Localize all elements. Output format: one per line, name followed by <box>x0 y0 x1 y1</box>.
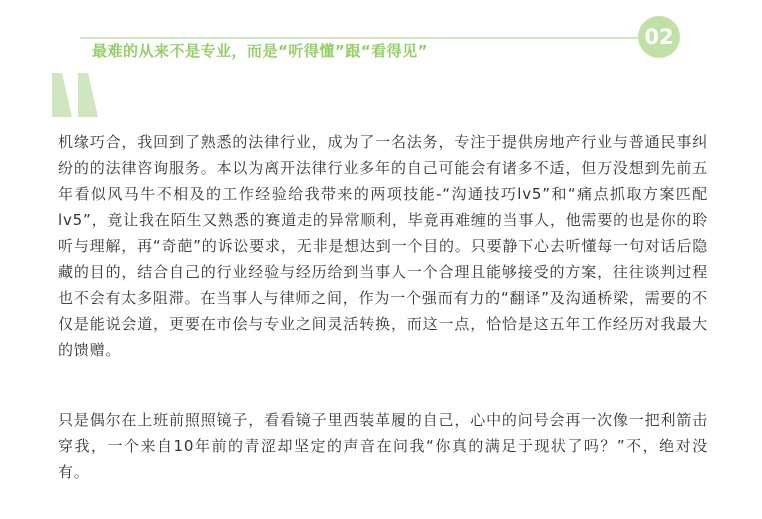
quote-mark-icon <box>52 73 100 117</box>
section-title: 最难的从来不是专业，而是“听得懂”跟“看得见” <box>92 42 428 60</box>
section-number-badge: 02 <box>638 16 680 58</box>
body-paragraph-2: 只是偶尔在上班前照照镜子，看看镜子里西装革履的自己，心中的问号会再一次像一把利箭击穿我，一个来自10年前的青涩却坚定的声音在问我“你真的满足于现状了吗？”不，绝对没有。 <box>58 411 708 481</box>
body-paragraph-1: 机缘巧合，我回到了熟悉的法律行业，成为了一名法务，专注于提供房地产行业与普通民事纠纷的的法律咨询服务。本以为离开法律行业多年的自己可能会有诸多不适，但万没想到先前五年看似风马牛不相及的工作经验给我带来的两项技能-“沟通技巧lv5”和“痛点抓取方案匹配lv5”，竟让我在陌生又熟悉的赛道走的异常顺利，毕竟再难缠的当事人，他需要的也是你的聆听与理解，再“奇葩”的诉讼要求，无非是想达到一个目的。只要静下心去听懂每一句对话后隐藏的目的，结合自己的行业经验与经历给到当事人一个合理且能够接受的方案，往往谈判过程也不会有太多阻滞。在当事人与律师之间，作为一个强而有力的“翻译”及沟通桥梁，需要的不仅是能说会道，更要在市侩与专业之间灵活转换，而这一点，恰恰是这五年工作经历对我最大的馈赠。 <box>58 133 708 359</box>
header-divider-line <box>80 37 640 39</box>
